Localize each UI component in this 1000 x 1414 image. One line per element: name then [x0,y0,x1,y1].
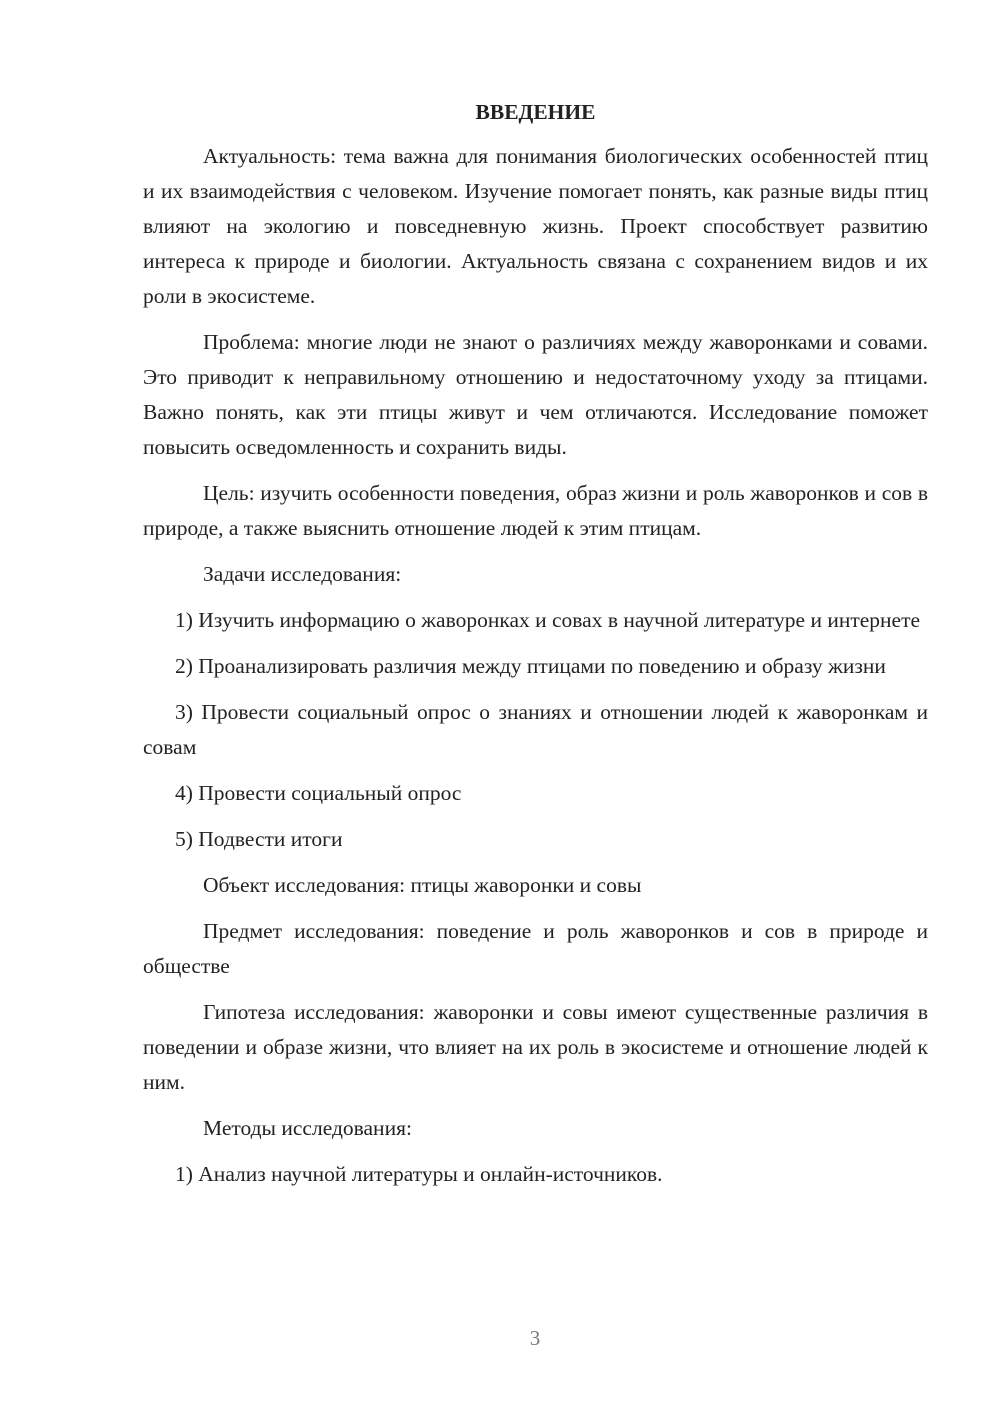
page-title: ВВЕДЕНИЕ [475,100,596,124]
goal-paragraph: Цель: изучить особенности поведения, образ жизни и роль жаворонков и сов в природе, а также выяснить отношение людей к этим птицам. [143,481,928,540]
method-item-1: 1) Анализ научной литературы и онлайн-источников. [175,1162,663,1186]
hypothesis-paragraph: Гипотеза исследования: жаворонки и совы имеют существенные различия в поведении и образе жизни, что влияет на их роль в экосистеме и отношение людей к ним. [143,1000,928,1094]
task-item-5: 5) Подвести итоги [175,827,343,851]
task-item-3: 3) Провести социальный опрос о знаниях и отношении людей к жаворонкам и совам [143,700,928,759]
subject-paragraph: Предмет исследования: поведение и роль жаворонков и сов в природе и обществе [143,919,928,978]
relevance-paragraph: Актуальность: тема важна для понимания биологических особенностей птиц и их взаимодействия с человеком. Изучение помогает понять, как разные виды птиц влияют на экологию и повседневную жизнь. Проект способствует развитию интереса к природе и биологии. Актуальность связана с сохранением видов и их роли в экосистеме. [143,144,928,308]
tasks-heading: Задачи исследования: [203,562,402,586]
object-paragraph: Объект исследования: птицы жаворонки и совы [203,873,642,897]
methods-heading: Методы исследования: [203,1116,412,1140]
problem-paragraph: Проблема: многие люди не знают о различиях между жаворонками и совами. Это приводит к неправильному отношению и недостаточному уходу за птицами. Важно понять, как эти птицы живут и чем отличаются. Исследование поможет повысить осведомленность и сохранить виды. [143,330,928,459]
task-item-1: 1) Изучить информацию о жаворонках и совах в научной литературе и интернете [175,608,921,632]
task-item-4: 4) Провести социальный опрос [175,781,462,805]
page-number: 3 [529,1326,541,1350]
document-body [143,95,928,1203]
task-item-2: 2) Проанализировать различия между птицами по поведению и образу жизни [175,654,886,678]
